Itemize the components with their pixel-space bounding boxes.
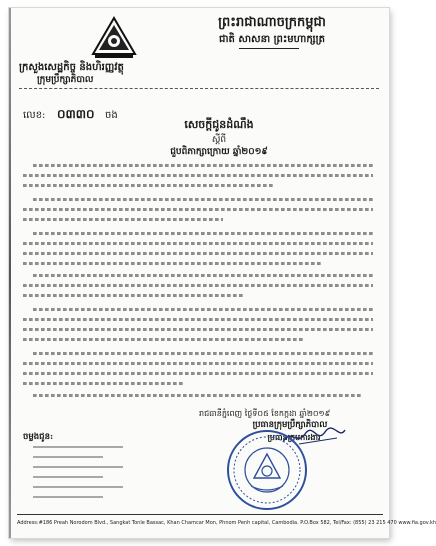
body-text-line	[23, 318, 373, 321]
body-text-line	[23, 218, 223, 221]
body-text-line	[23, 338, 303, 341]
official-seal	[225, 428, 309, 512]
kingdom-title: ព្រះរាជាណាចក្រកម្ពុជា	[218, 15, 326, 30]
cc-item	[33, 456, 103, 458]
department-name: ក្រុមប្រឹក្សាភិបាល	[37, 75, 94, 85]
reference-suffix: ចង	[105, 110, 118, 121]
body-text-line	[23, 242, 373, 245]
signer-title: ប្រធានក្រុមប្រឹក្សាភិបាល	[252, 420, 328, 430]
body-text-line	[33, 274, 373, 277]
reference-label: លេខ:	[23, 110, 46, 121]
body-text-line	[23, 208, 373, 211]
footer-address: Address:#186 Preah Norodom Blvd., Sangkat Tonle Bassac, Khan Chamcar Mon, Phnom Penh capital, Cambodia. P.O.Box 582, Tel/Fax: (855) 23 215 470 www.fia.gov.kh	[17, 520, 436, 526]
cc-item	[33, 496, 103, 498]
body-text-line	[23, 262, 323, 265]
body-text-line	[33, 308, 373, 311]
body-text-line	[33, 164, 373, 167]
date-line: រាជធានីភ្នំពេញ ថ្ងៃទី០៥ ខែកក្កដា ឆ្នាំ២០១៩	[199, 409, 331, 418]
ministry-name: ក្រសួងសេដ្ឋកិច្ច និងហិរញ្ញវត្ថុ	[19, 62, 124, 73]
body-text-line	[23, 252, 373, 255]
body-text-line	[33, 232, 373, 235]
cc-item	[33, 486, 123, 488]
cc-item	[33, 476, 103, 478]
notice-title: សេចក្តីជូនដំណឹង	[184, 118, 254, 131]
reference-number: ០៣៣០	[57, 107, 95, 121]
body-text-line	[23, 372, 373, 375]
cc-label: ចម្លងជូន:	[23, 432, 54, 442]
body-text-line	[33, 352, 373, 355]
signer-subtitle: ប្រធានក្រុមការងារ	[267, 432, 321, 442]
body-text-line	[23, 284, 373, 287]
body-text-line	[33, 198, 373, 201]
body-text-line	[23, 184, 273, 187]
footer-divider	[17, 514, 383, 515]
notice-subject-label: ស្តីពី	[211, 135, 227, 145]
body-text-line	[23, 174, 373, 177]
body-text-line	[23, 294, 243, 297]
body-text-line	[33, 394, 363, 397]
body-text-line	[23, 328, 373, 331]
cc-item	[33, 466, 123, 468]
document-page	[9, 8, 436, 538]
notice-subject: ជួបពិភាក្សាក្រោយ ឆ្នាំ២០១៩	[170, 147, 268, 157]
ministry-emblem	[89, 16, 139, 60]
body-text-line	[23, 362, 373, 365]
body-text-line	[23, 382, 183, 385]
cc-item	[33, 446, 123, 448]
national-motto: ជាតិ សាសនា ព្រះមហាក្សត្រ	[219, 34, 325, 45]
